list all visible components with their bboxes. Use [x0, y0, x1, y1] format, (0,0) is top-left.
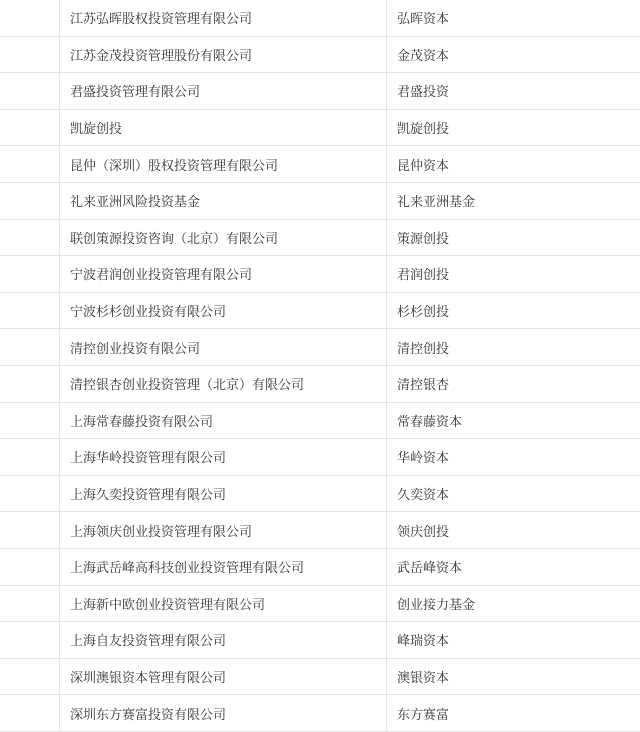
- table-row: [0, 220, 640, 257]
- table-row: [0, 622, 640, 659]
- table-row: [0, 366, 640, 403]
- table-cell-short-name: 华岭资本: [397, 451, 450, 467]
- table-cell-short-name: 策源创投: [397, 231, 450, 247]
- table-cell-blank: [0, 695, 60, 731]
- table-cell-short-name: 东方赛富: [397, 707, 450, 723]
- table-cell-blank: [0, 586, 60, 622]
- table-cell-short-name: 武岳峰资本: [397, 561, 463, 577]
- table-row: [0, 695, 640, 732]
- table-cell-company-name: 清控创业投资有限公司: [60, 329, 387, 365]
- table-row: [0, 549, 640, 586]
- table-cell-short-name: 澳银资本: [397, 670, 450, 686]
- table-row: [0, 37, 640, 74]
- table-cell-company-name: 上海常春藤投资有限公司: [60, 403, 387, 439]
- table-cell-company-name: 上海华岭投资管理有限公司: [60, 439, 387, 475]
- table-cell-company-name: 深圳东方赛富投资有限公司: [60, 695, 387, 731]
- table-row: [0, 403, 640, 440]
- table-cell-company-name: 宁波君润创业投资管理有限公司: [60, 256, 387, 292]
- table-cell-company-name: 凯旋创投: [60, 110, 387, 146]
- table-row: [0, 110, 640, 147]
- table-row: [0, 329, 640, 366]
- table-cell-blank: [0, 0, 60, 36]
- table-cell-company-name: 礼来亚洲风险投资基金: [60, 183, 387, 219]
- table-cell-company-name: 上海自友投资管理有限公司: [60, 622, 387, 658]
- table-cell-blank: [0, 439, 60, 475]
- table-row: [0, 183, 640, 220]
- table-row: [0, 476, 640, 513]
- table-cell-blank: [0, 37, 60, 73]
- table-row: [0, 256, 640, 293]
- table-cell-short-name: 昆仲资本: [397, 158, 450, 174]
- table-cell-company-name: 江苏金茂投资管理股份有限公司: [60, 37, 387, 73]
- table-row: [0, 439, 640, 476]
- table-cell-blank: [0, 659, 60, 695]
- table-cell-short-name: 清控银杏: [397, 378, 450, 394]
- table-cell-blank: [0, 73, 60, 109]
- table-cell-company-name: 上海久奕投资管理有限公司: [60, 476, 387, 512]
- table-cell-blank: [0, 549, 60, 585]
- table-cell-blank: [0, 110, 60, 146]
- table-cell-short-name: 久奕资本: [397, 488, 450, 504]
- table-cell-company-name: 清控银杏创业投资管理（北京）有限公司: [60, 366, 387, 402]
- table-cell-short-name: 礼来亚洲基金: [397, 195, 476, 211]
- table-cell-blank: [0, 220, 60, 256]
- table-cell-company-name: 深圳澳银资本管理有限公司: [60, 659, 387, 695]
- table-cell-blank: [0, 146, 60, 182]
- table-cell-blank: [0, 622, 60, 658]
- table-cell-blank: [0, 366, 60, 402]
- table-row: [0, 0, 640, 37]
- table-cell-short-name: 常春藤资本: [397, 414, 463, 430]
- table-row: [0, 293, 640, 330]
- table-cell-company-name: 上海武岳峰高科技创业投资管理有限公司: [60, 549, 387, 585]
- table-cell-company-name: 宁波杉杉创业投资有限公司: [60, 293, 387, 329]
- table-cell-blank: [0, 183, 60, 219]
- table-row: [0, 659, 640, 696]
- table-cell-company-name: 昆仲（深圳）股权投资管理有限公司: [60, 146, 387, 182]
- table-cell-short-name: 领庆创投: [397, 524, 450, 540]
- table-cell-short-name: 清控创投: [397, 341, 450, 357]
- table-cell-short-name: 君润创投: [397, 268, 450, 284]
- table-cell-company-name: 上海领庆创业投资管理有限公司: [60, 512, 387, 548]
- table-cell-company-name: 上海新中欧创业投资管理有限公司: [60, 586, 387, 622]
- table-row: [0, 73, 640, 110]
- table-cell-short-name: 凯旋创投: [397, 122, 450, 138]
- table-cell-short-name: 弘晖资本: [397, 12, 450, 28]
- table-cell-blank: [0, 329, 60, 365]
- table-cell-company-name: 联创策源投资咨询（北京）有限公司: [60, 220, 387, 256]
- table-cell-company-name: 君盛投资管理有限公司: [60, 73, 387, 109]
- table-cell-blank: [0, 476, 60, 512]
- table-cell-blank: [0, 293, 60, 329]
- table-cell-blank: [0, 512, 60, 548]
- table-cell-short-name: 杉杉创投: [397, 305, 450, 321]
- table-cell-short-name: 君盛投资: [397, 85, 450, 101]
- table-cell-company-name: 江苏弘晖股权投资管理有限公司: [60, 0, 387, 36]
- table-cell-short-name: 峰瑞资本: [397, 634, 450, 650]
- table-cell-blank: [0, 256, 60, 292]
- table-row: [0, 512, 640, 549]
- table-cell-blank: [0, 403, 60, 439]
- table-row: [0, 146, 640, 183]
- table-row: [0, 586, 640, 623]
- table-cell-short-name: 金茂资本: [397, 48, 450, 64]
- table-cell-short-name: 创业接力基金: [397, 597, 476, 613]
